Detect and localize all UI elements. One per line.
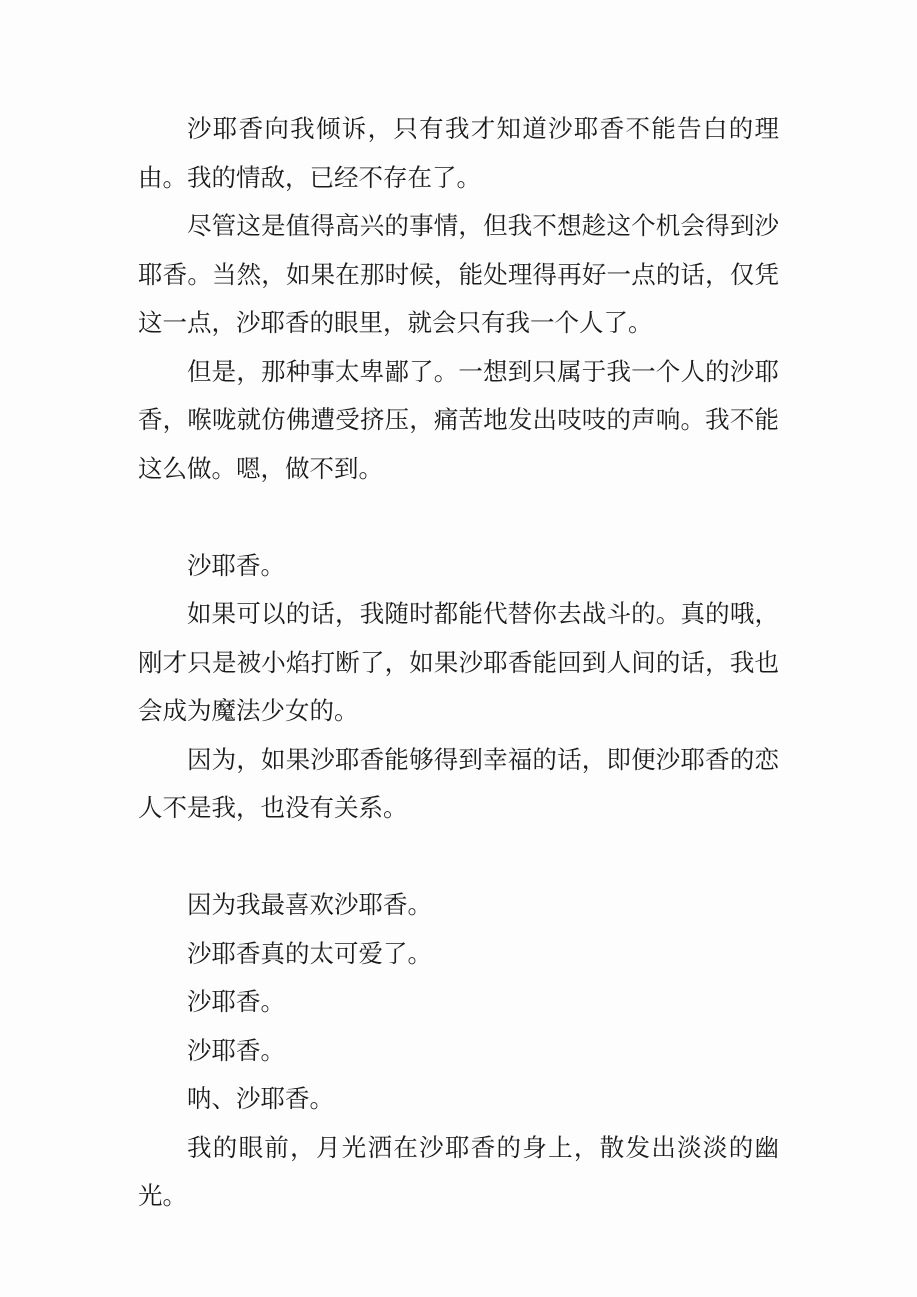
- paragraph: 但是，那种事太卑鄙了。一想到只属于我一个人的沙耶香，喉咙就仿佛遭受挤压，痛苦地发出吱吱的声响。我不能这么做。嗯，做不到。: [138, 358, 779, 483]
- paragraph: 沙耶香真的太可爱了。: [187, 940, 432, 968]
- blank-line: [138, 494, 779, 543]
- paragraph: 沙耶香。: [187, 552, 285, 580]
- document-text-body: [138, 106, 779, 1222]
- paragraph: 沙耶香。: [187, 1037, 285, 1065]
- paragraph: 如果可以的话，我随时都能代替你去战斗的。真的哦，刚才只是被小焰打断了，如果沙耶香能回到人间的话，我也会成为魔法少女的。: [138, 601, 779, 725]
- paragraph: 我的眼前，月光洒在沙耶香的身上，散发出淡淡的幽光。: [138, 1134, 779, 1210]
- paragraph: 因为我最喜欢沙耶香。: [187, 892, 432, 919]
- blank-line: [138, 834, 779, 883]
- paragraph: 呐、沙耶香。: [187, 1086, 334, 1113]
- paragraph: 尽管这是值得高兴的事情，但我不想趁这个机会得到沙耶香。当然，如果在那时候，能处理得再好一点的话，仅凭这一点，沙耶香的眼里，就会只有我一个人了。: [138, 213, 779, 337]
- paragraph: 因为，如果沙耶香能够得到幸福的话，即便沙耶香的恋人不是我，也没有关系。: [138, 746, 779, 822]
- paragraph: 沙耶香。: [187, 989, 285, 1016]
- paragraph: 沙耶香向我倾诉，只有我才知道沙耶香不能告白的理由。我的情敌，已经不存在了。: [138, 116, 779, 192]
